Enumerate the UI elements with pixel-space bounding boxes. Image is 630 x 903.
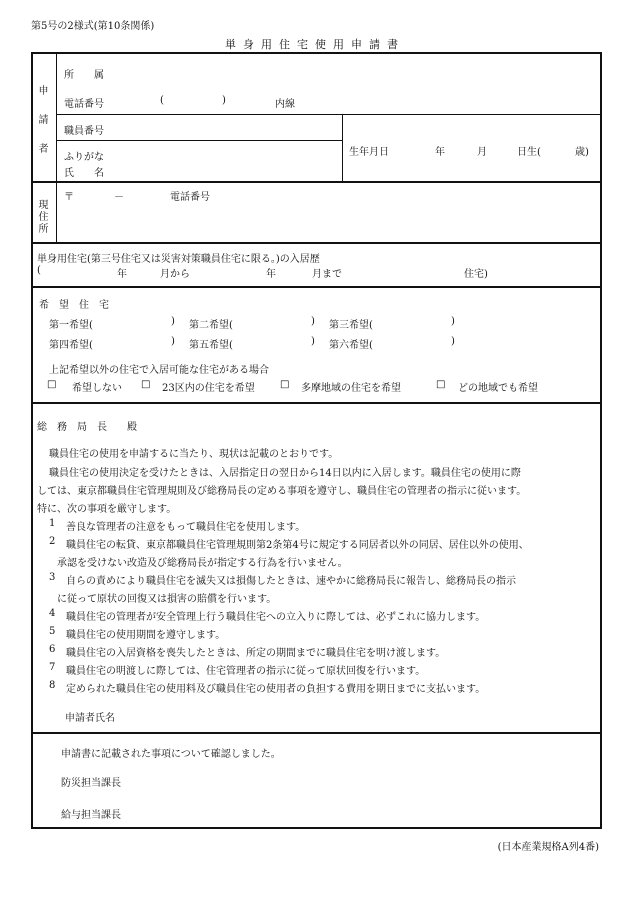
history-heading: 単身用住宅(第三号住宅又は災害対策職員住宅に限る。)の入居歴 — [37, 254, 320, 265]
item-5-text: 職員住宅の使用期間を遵守します。 — [66, 630, 226, 641]
pref-6-close: ) — [451, 336, 455, 347]
applicant-row-line-1 — [56, 114, 601, 115]
option-any-checkbox[interactable]: □ — [436, 379, 446, 390]
address-phone-label: 電話番号 — [170, 192, 210, 203]
pref-2-close: ) — [311, 316, 315, 327]
item-2-text-1: 職員住宅の転貸、東京都職員住宅管理規則第2条第4号に規定する同居者以外の同居、居住以外の使用、 — [66, 540, 529, 551]
name-label: 氏 名 — [64, 168, 104, 179]
item-5-number: 5 — [49, 626, 56, 637]
furigana-label: ふりがな — [64, 152, 104, 163]
history-housing: 住宅) — [464, 269, 488, 280]
pref-2-open: 第二希望( — [189, 320, 233, 331]
item-7-text: 職員住宅の明渡しに際しては、住宅管理者の指示に従って原状回復を行います。 — [66, 666, 426, 677]
item-1-text: 善良な管理者の注意をもって職員住宅を使用します。 — [66, 522, 306, 533]
dob-label: 生年月日 — [349, 147, 389, 158]
form-frame — [31, 52, 602, 829]
item-2-number: 2 — [49, 536, 56, 547]
pref-6-open: 第六希望( — [329, 340, 373, 351]
declaration-para-1: 職員住宅の使用決定を受けたときは、入居指定日の翌日から14日以内に入居します。職員住宅の使用に際 — [49, 468, 521, 479]
paper-size-note: (日本産業規格A列4番) — [497, 842, 599, 853]
applicant-label-1: 申 — [38, 86, 49, 97]
section-line-address — [31, 242, 602, 244]
applicant-label-divider — [56, 53, 57, 181]
applicant-name-signature: 申請者氏名 — [65, 713, 115, 724]
section-line-declaration — [31, 732, 602, 734]
page-title: 単身用住宅使用申請書 — [225, 38, 405, 51]
other-housing-question: 上記希望以外の住宅で入居可能な住宅がある場合 — [49, 365, 269, 376]
address-label-2: 住 — [38, 212, 49, 223]
postal-dash: － — [114, 192, 124, 203]
item-4-text: 職員住宅の管理者が安全管理上行う職員住宅への立入りに際しては、必ずこれに協力します。 — [66, 612, 486, 623]
item-7-number: 7 — [49, 662, 56, 673]
applicant-label-3: 者 — [38, 144, 49, 155]
history-year-1: 年 — [117, 269, 127, 280]
history-from: 月から — [160, 269, 190, 280]
pref-3-open: 第三希望( — [329, 320, 373, 331]
option-23ku-label: 23区内の住宅を希望 — [162, 383, 255, 394]
item-6-text: 職員住宅の入居資格を喪失したときは、所定の期間までに職員住宅を明け渡します。 — [66, 648, 446, 659]
addressee: 総 務 局 長 殿 — [37, 422, 137, 433]
option-no-label: 希望しない — [72, 383, 122, 394]
employee-number-label: 職員番号 — [64, 126, 104, 137]
extension-label: 内線 — [275, 99, 295, 110]
applicant-label-2: 請 — [38, 115, 49, 126]
pref-1-open: 第一希望( — [49, 320, 93, 331]
option-tama-checkbox[interactable]: □ — [280, 379, 290, 390]
dob-month: 月 — [477, 147, 487, 158]
item-3-text-2: に従って原状の回復又は損害の賠償を行います。 — [57, 594, 277, 605]
affiliation-label: 所 属 — [64, 70, 104, 81]
dob-day-age: 日生( — [517, 147, 541, 158]
section-line-history — [31, 286, 602, 288]
option-any-label: どの地域でも希望 — [458, 383, 538, 394]
pref-5-close: ) — [311, 336, 315, 347]
declaration-intro: 職員住宅の使用を申請するに当たり、現状は記載のとおりです。 — [49, 449, 339, 460]
dob-year: 年 — [435, 147, 445, 158]
pref-1-close: ) — [171, 316, 175, 327]
item-3-text-1: 自らの責めにより職員住宅を滅失又は損傷したときは、速やかに総務局長に報告し、総務局長の指示 — [66, 576, 516, 587]
item-8-text: 定められた職員住宅の使用料及び職員住宅の使用者の負担する費用を期日までに支払います。 — [66, 684, 486, 695]
address-label-divider — [56, 182, 57, 242]
phone-paren-close: ) — [222, 95, 226, 106]
declaration-para-2: しては、東京都職員住宅管理規則及び総務局長の定める事項を遵守し、職員住宅の管理者の指示に従います。 — [37, 486, 527, 497]
item-8-number: 8 — [49, 680, 56, 691]
item-1-number: 1 — [49, 518, 56, 529]
dob-age-unit: 歳) — [575, 147, 589, 158]
dob-divider — [342, 114, 343, 182]
address-label-1: 現 — [38, 200, 49, 211]
option-23ku-checkbox[interactable]: □ — [141, 379, 151, 390]
item-4-number: 4 — [49, 608, 56, 619]
pref-4-open: 第四希望( — [49, 340, 93, 351]
pref-5-open: 第五希望( — [189, 340, 233, 351]
postal-mark: 〒 — [64, 192, 74, 203]
preferences-heading: 希 望 住 宅 — [39, 300, 109, 311]
history-paren-open: ( — [37, 265, 41, 276]
disaster-officer-label: 防災担当課長 — [61, 778, 121, 789]
section-line-preferences — [31, 402, 602, 404]
item-2-text-2: 承認を受けない改造及び総務局長が指定する行為を行いません。 — [57, 558, 348, 569]
phone-label: 電話番号 — [64, 99, 104, 110]
item-3-number: 3 — [49, 572, 56, 583]
option-tama-label: 多摩地域の住宅を希望 — [301, 383, 401, 394]
pref-3-close: ) — [451, 316, 455, 327]
confirmation-text: 申請書に記載された事項について確認しました。 — [61, 749, 281, 760]
pref-4-close: ) — [171, 336, 175, 347]
history-year-2: 年 — [266, 269, 276, 280]
payroll-officer-label: 給与担当課長 — [61, 810, 121, 821]
address-label-3: 所 — [38, 224, 49, 235]
declaration-para-3: 特に、次の事項を厳守します。 — [37, 504, 177, 515]
section-line-applicant — [31, 181, 602, 183]
option-no-checkbox[interactable]: □ — [47, 379, 57, 390]
applicant-row-line-2 — [56, 140, 342, 141]
item-6-number: 6 — [49, 644, 56, 655]
phone-paren-open: ( — [160, 95, 164, 106]
form-number: 第5号の2様式(第10条関係) — [31, 21, 155, 32]
history-until: 月まで — [312, 269, 342, 280]
